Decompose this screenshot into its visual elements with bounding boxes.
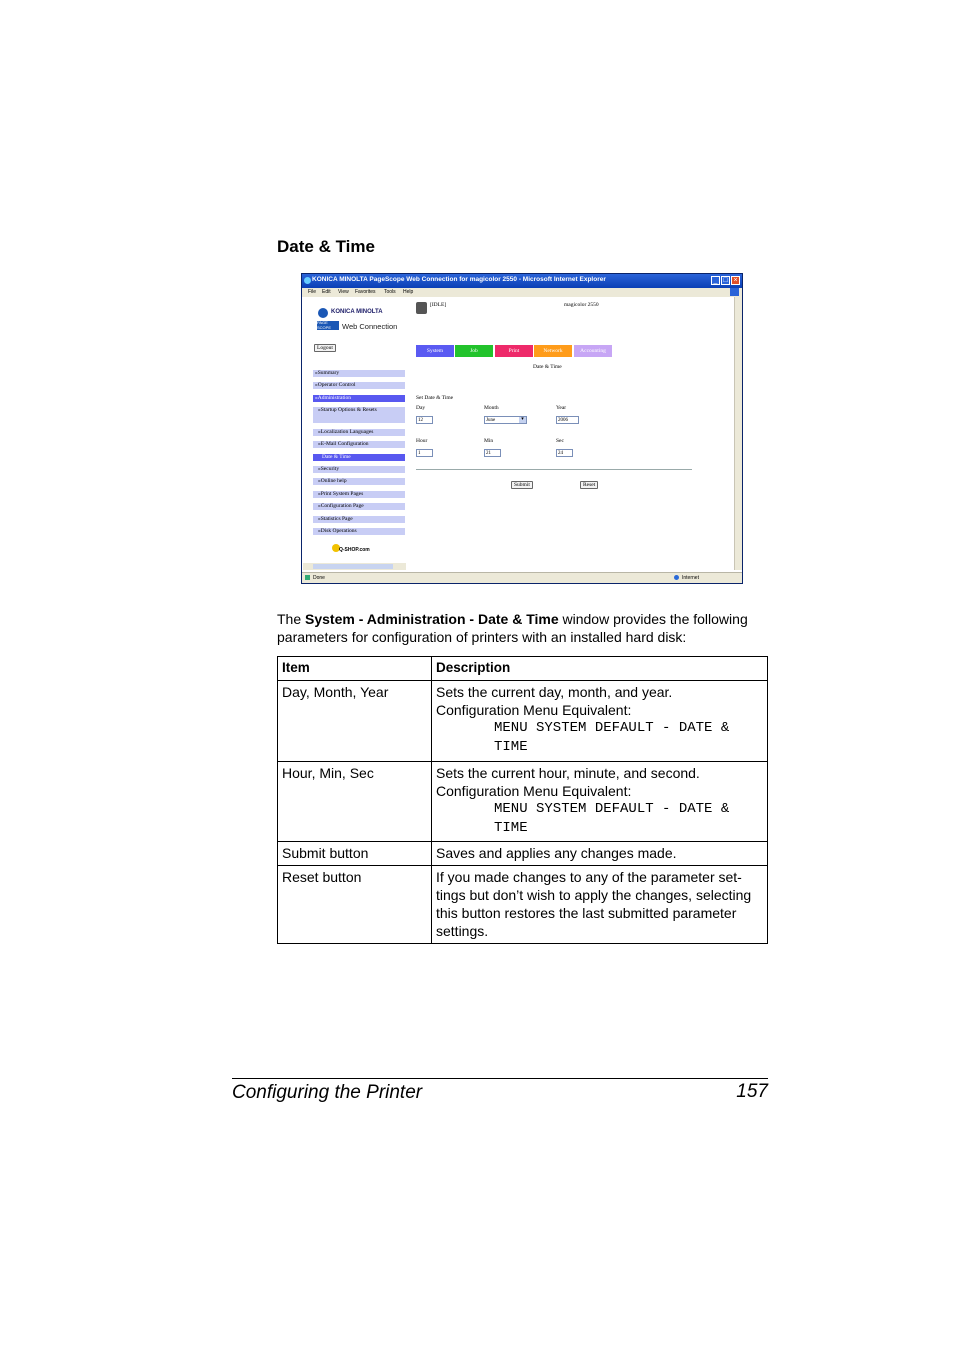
nav-operator-control[interactable]: »Operator Control <box>313 382 405 389</box>
menu-path: MENU SYSTEM DEFAULT - DATE & <box>494 801 730 817</box>
cell-description: Saves and applies any changes made. <box>432 842 768 866</box>
vertical-scrollbar[interactable] <box>734 297 743 570</box>
menu-view[interactable]: View <box>338 289 349 295</box>
tab-print[interactable]: Print <box>495 345 533 357</box>
nav-online-help[interactable]: »Online help <box>313 478 405 485</box>
cell-description <box>432 681 768 762</box>
web-connection-label: Web Connection <box>342 322 398 331</box>
printer-model: magicolor 2550 <box>564 302 599 308</box>
cell-description: If you made changes to any of the parameter set-tings but don’t wish to apply the changes, selecting this button restores the last submitted parameter settings. <box>432 866 768 944</box>
menu-help[interactable]: Help <box>403 289 414 295</box>
desc-text-2: Configuration Menu Equivalent: <box>436 783 632 799</box>
qshop-link[interactable]: Q-SHOP.com <box>339 547 370 553</box>
divider <box>416 469 692 470</box>
reset-button[interactable]: Reset <box>580 481 598 489</box>
logout-button[interactable]: Logout <box>314 344 336 352</box>
title-bar <box>302 274 742 288</box>
section-title: Date & Time <box>277 237 375 256</box>
tab-accounting[interactable]: Accounting <box>574 345 612 357</box>
nav-statistics-page[interactable]: »Statistics Page <box>313 516 405 523</box>
intro-bold: System - Administration - Date & Time <box>305 611 559 627</box>
nav-summary[interactable]: »Summary <box>313 370 405 377</box>
cell-description <box>432 762 768 842</box>
browser-screenshot <box>301 273 743 584</box>
horizontal-scrollbar[interactable] <box>303 563 406 570</box>
pagescope-logo: PAGE SCOPE <box>317 321 339 330</box>
table-row <box>278 842 768 866</box>
month-select[interactable] <box>484 416 527 424</box>
min-label: Min <box>484 438 494 444</box>
maximize-icon[interactable]: □ <box>721 276 730 285</box>
intro-pre: The <box>277 611 306 627</box>
status-text: Done <box>313 575 325 581</box>
hour-input[interactable]: 1 <box>416 449 433 457</box>
parameter-table <box>277 656 768 944</box>
konica-logo-icon <box>318 308 328 318</box>
sec-label: Sec <box>556 438 564 444</box>
min-input[interactable]: 21 <box>484 449 501 457</box>
nav-configuration-page[interactable]: »Configuration Page <box>313 503 405 510</box>
sec-input[interactable]: 24 <box>556 449 573 457</box>
menu-favorites[interactable]: Favorites <box>355 289 376 295</box>
day-label: Day <box>416 405 426 411</box>
menu-edit[interactable]: Edit <box>322 289 331 295</box>
tab-network[interactable]: Network <box>534 345 572 357</box>
printer-icon <box>416 302 427 314</box>
cell-item: Reset button <box>278 866 432 944</box>
printer-status: [IDLE] <box>430 302 447 308</box>
footer-rule <box>232 1078 768 1079</box>
nav-localization[interactable]: »Localization Languages <box>313 429 405 436</box>
ie-icon <box>304 277 311 284</box>
header-description: Description <box>432 657 768 681</box>
nav-administration[interactable]: »Administration <box>313 395 405 402</box>
menu-file[interactable]: File <box>308 289 317 295</box>
cell-item: Hour, Min, Sec <box>278 762 432 842</box>
header-item: Item <box>278 657 432 681</box>
tab-system[interactable]: System <box>416 345 454 357</box>
set-date-time-label: Set Date & Time <box>416 395 454 401</box>
year-label: Year <box>556 405 567 411</box>
page-icon <box>305 575 310 580</box>
submit-button[interactable]: Submit <box>511 481 533 489</box>
nav-email-config[interactable]: »E-Mail Configuration <box>313 441 405 448</box>
nav-security[interactable]: »Security <box>313 466 405 473</box>
nav-startup-options[interactable]: »Startup Options & Resets <box>313 407 405 423</box>
page-heading: Date & Time <box>533 364 562 370</box>
nav-print-system-pages[interactable]: »Print System Pages <box>313 491 405 498</box>
hour-label: Hour <box>416 438 428 444</box>
year-input[interactable]: 2006 <box>556 416 579 424</box>
windows-logo-icon <box>730 288 739 296</box>
menu-bar <box>302 288 742 297</box>
status-bar <box>302 572 742 584</box>
nav-disk-operations[interactable]: »Disk Operations <box>313 528 405 535</box>
cell-item: Submit button <box>278 842 432 866</box>
month-value: June <box>486 418 496 423</box>
table-row <box>278 681 768 762</box>
scroll-thumb[interactable] <box>313 564 393 569</box>
table-row <box>278 762 768 842</box>
minimize-icon[interactable]: _ <box>711 276 720 285</box>
nav-date-time[interactable]: Date & Time <box>313 454 405 461</box>
zone-text: Internet <box>682 575 699 581</box>
month-label: Month <box>484 405 499 411</box>
menu-path-2: TIME <box>494 739 528 755</box>
menu-tools[interactable]: Tools <box>384 289 396 295</box>
close-icon[interactable]: × <box>731 276 740 285</box>
page-number: 157 <box>736 1081 768 1102</box>
tab-job[interactable]: Job <box>455 345 493 357</box>
brand-name: KONICA MINOLTA <box>331 309 383 315</box>
intro-paragraph <box>277 610 769 646</box>
window-title: KONICA MINOLTA PageScope Web Connection for magicolor 2550 - Microsoft Internet Explorer <box>312 276 606 283</box>
table-row <box>278 866 768 944</box>
footer-chapter: Configuring the Printer <box>232 1082 423 1103</box>
menu-path: MENU SYSTEM DEFAULT - DATE & <box>494 720 730 736</box>
day-input[interactable]: 12 <box>416 416 433 424</box>
chevron-down-icon[interactable]: ▾ <box>519 417 526 423</box>
cell-item: Day, Month, Year <box>278 681 432 762</box>
desc-text-2: Configuration Menu Equivalent: <box>436 702 632 718</box>
globe-icon <box>674 575 679 580</box>
menu-path-2: TIME <box>494 820 528 836</box>
table-header-row <box>278 657 768 681</box>
intro-post: window provides the following parameters for configuration of printers with an installed hard disk: <box>277 611 748 645</box>
desc-text: Sets the current hour, minute, and second. <box>436 765 700 781</box>
desc-text: Sets the current day, month, and year. <box>436 684 673 700</box>
